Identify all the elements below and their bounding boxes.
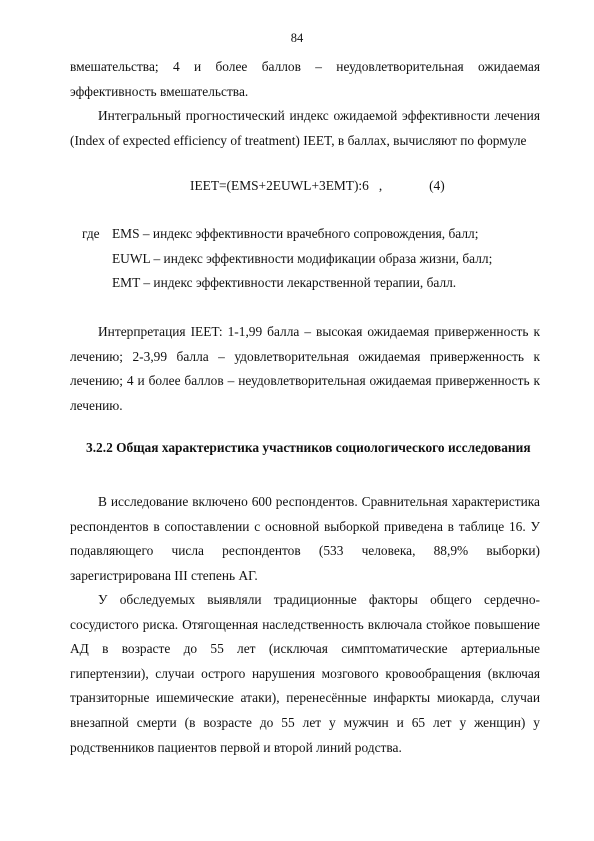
paragraph-risk-factors: [70, 588, 540, 760]
definition-euwl: EUWL – индекс эффективности модификации образа жизни, балл;: [112, 250, 493, 266]
paragraph-text: Интегральный прогностический индекс ожидаемой эффективности лечения (Index of expected efficiency of treatment) IEET, в баллах, вычисляют по формуле: [70, 108, 540, 148]
paragraph-ieet-intro: [70, 104, 540, 153]
paragraph-text: Интерпретация IEET: 1-1,99 балла – высокая ожидаемая приверженность к лечению; 2-3,99 балла – удовлетворительная ожидаемая приверженность к лечению; 4 и более баллов – неудовлетворительная ожидаемая приверженность к лечению.: [70, 324, 540, 413]
definition-text: EMS – индекс эффективности врачебного сопровождения, балл;: [112, 226, 479, 241]
paragraph-respondents: [70, 490, 540, 588]
paragraph-text: У обследуемых выявляли традиционные факторы общего сердечно-сосудистого риска. Отягощенная наследственность включала стойкое повышение АД в возрасте до 55 лет (исключая симптоматические артериальные гипертензии), случаи острого нарушения мозгового кровообращения (включая транзиторные ишемические атаки), перенесённые инфаркты миокарда, случаи внезапной смерти (в возрасте до 55 лет у мужчин и 65 лет у женщин) у родственников пациентов первой и второй линий родства.: [70, 592, 540, 755]
paragraph-text: В исследование включено 600 респондентов. Сравнительная характеристика респондентов в сопоставлении с основной выборкой приведена в таблице 16. У подавляющего числа респондентов (533 человека, 88,9% выборки) зарегистрирована III степень АГ.: [70, 494, 540, 583]
paragraph-intervention-end: [70, 55, 540, 104]
section-heading: 3.2.2 Общая характеристика участников социологического исследования: [86, 440, 531, 455]
paragraph-ieet-interpretation: [70, 320, 540, 418]
page-number: 84: [290, 31, 304, 45]
paragraph-text: вмешательства; 4 и более баллов – неудовлетворительная ожидаемая эффективность вмешательства.: [70, 59, 540, 99]
where-label: где: [82, 226, 100, 241]
formula-ieet: IEET=(EMS+2EUWL+3EMT):6 , (4): [190, 178, 445, 193]
formula-definitions: [82, 222, 552, 296]
definition-ems: [82, 222, 552, 247]
definition-emt: EMT – индекс эффективности лекарственной терапии, балл.: [112, 275, 457, 291]
